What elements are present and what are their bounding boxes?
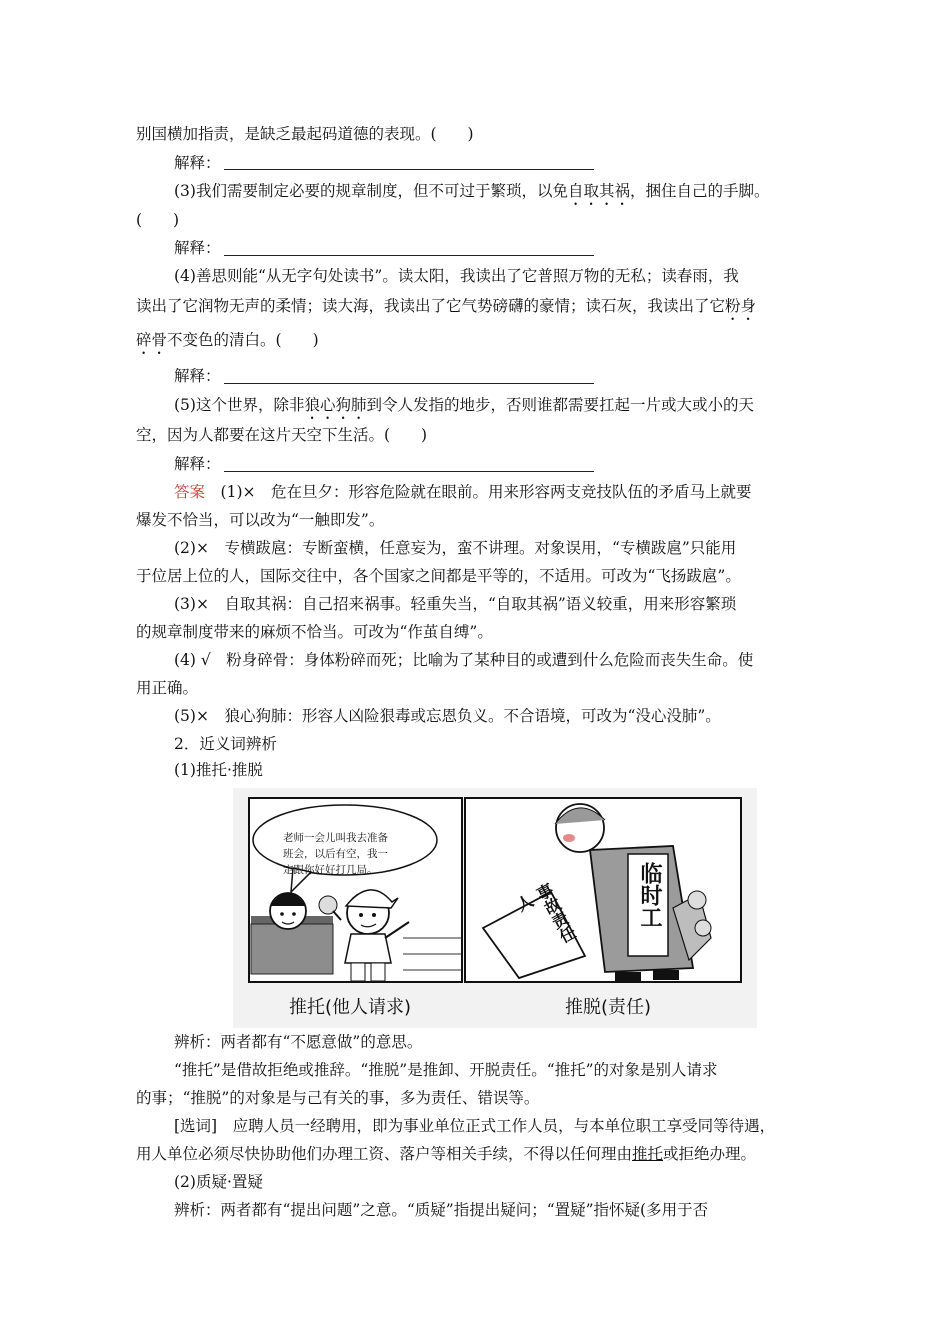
q5-line1: (5)这个世界，除非狼心狗肺到令人发指的地步，否则谁都需要扛起一片或大或小的天: [174, 396, 755, 414]
paper-text: 事故责任人: [511, 880, 579, 947]
choose-word: 推托: [632, 1145, 664, 1163]
answer-5-line1: (5)× 狼心狗肺：形容人凶险狠毒或忘恩负义。不合语境，可改为“没心没肺”。: [174, 707, 721, 725]
choose-line1: [选词] 应聘人员一经聘用，即为事业单位正式工作人员，与本单位职工享受同等待遇，: [174, 1117, 776, 1135]
answer-2-line2: 于位居上位的人，国际交往中，各个国家之间都是平等的，不适用。可改为“飞扬跋扈”。: [136, 567, 741, 585]
section2-heading: 2．近义词辨析: [174, 735, 277, 753]
answer-1-line1: 答案 (1)× 危在旦夕：形容危险就在眼前。用来形容两支竞技队伍的矛盾马上就要: [174, 483, 752, 501]
q4-explain-label: 解释：: [174, 367, 221, 385]
q5-idiom: 狼心狗肺: [304, 396, 367, 414]
q4-explain-blank[interactable]: [224, 383, 594, 384]
q3-explain-label: 解释：: [174, 239, 221, 257]
q5-explain-blank[interactable]: [224, 471, 594, 472]
speech-bubble-text: 老师一会儿叫我去准备 班会，以后有空，我一 定跟你好好打几局。: [283, 832, 388, 876]
q3-line1: (3)我们需要制定必要的规章制度，但不可过于繁琐，以免自取其祸，捆住自己的手脚。: [174, 182, 770, 200]
caption-left: 推托(他人请求): [289, 997, 412, 1018]
answer-4-line2: 用正确。: [136, 679, 199, 697]
q2-explain-blank[interactable]: [224, 169, 594, 170]
answer-4-line1: (4) √ 粉身碎骨：身体粉碎而死；比喻为了某种目的或遭到什么危险而丧失生命。使: [174, 651, 754, 669]
q3-explain-blank[interactable]: [224, 255, 594, 256]
q5-line2: 空，因为人都要在这片天空下生活。( ): [136, 426, 428, 444]
q4-line2: 读出了它润物无声的柔情；读大海，我读出了它气势磅礴的豪情；读石灰，我读出了它粉身: [136, 297, 757, 315]
answer-3-line2: 的规章制度带来的麻烦不恰当。可改为“作茧自缚”。: [136, 623, 493, 641]
right-panel: [465, 798, 741, 982]
q4-line1: (4)善思则能“从无字句处读书”。读太阳，我读出了它普照万物的无私；读春雨，我: [174, 267, 739, 285]
q4-idiom-part1: 粉身: [725, 297, 757, 315]
caption-right: 推脱(责任): [565, 997, 652, 1018]
q4-line3: 碎骨不变色的清白。( ): [136, 331, 319, 349]
detail1-line2: 的事；“推脱”的对象是与己有关的事，多为责任、错误等。: [136, 1089, 540, 1107]
q4-idiom-part2: 碎骨: [136, 331, 168, 349]
left-panel: [249, 798, 462, 982]
answer-1-line2: 爆发不恰当，可以改为“一触即发”。: [136, 511, 385, 529]
section2-sub2: (2)质疑·置疑: [174, 1173, 263, 1191]
q3-idiom: 自取其祸: [567, 182, 630, 200]
detail1-line1: “推托”是借故拒绝或推辞。“推脱”是推卸、开脱责任。“推托”的对象是别人请求: [174, 1061, 718, 1079]
q3-paren: ( ): [136, 211, 180, 229]
analysis1: 辨析：两者都有“不愿意做”的意思。: [174, 1033, 423, 1051]
answer-2-line1: (2)× 专横跋扈：专断蛮横，任意妄为，蛮不讲理。对象误用，“专横跋扈”只能用: [174, 539, 737, 557]
section2-sub1: (1)推托·推脱: [174, 761, 263, 779]
q2-explain-label: 解释：: [174, 154, 221, 172]
choose-line2: 用人单位必须尽快协助他们办理工资、落户等相关手续，不得以任何理由推托或拒绝办理。: [136, 1145, 757, 1163]
sign-text: 临时工: [637, 862, 662, 928]
answer-label: 答案: [174, 483, 206, 501]
analysis2: 辨析：两者都有“提出问题”之意。“质疑”指提出疑问；“置疑”指怀疑(多用于否: [174, 1201, 709, 1219]
cartoon-figure: [233, 788, 757, 1028]
q5-explain-label: 解释：: [174, 455, 221, 473]
q2-tail: 别国横加指责，是缺乏最起码道德的表现。( ): [136, 125, 474, 143]
answer-3-line1: (3)× 自取其祸：自己招来祸事。轻重失当，“自取其祸”语义较重，用来形容繁琐: [174, 595, 737, 613]
